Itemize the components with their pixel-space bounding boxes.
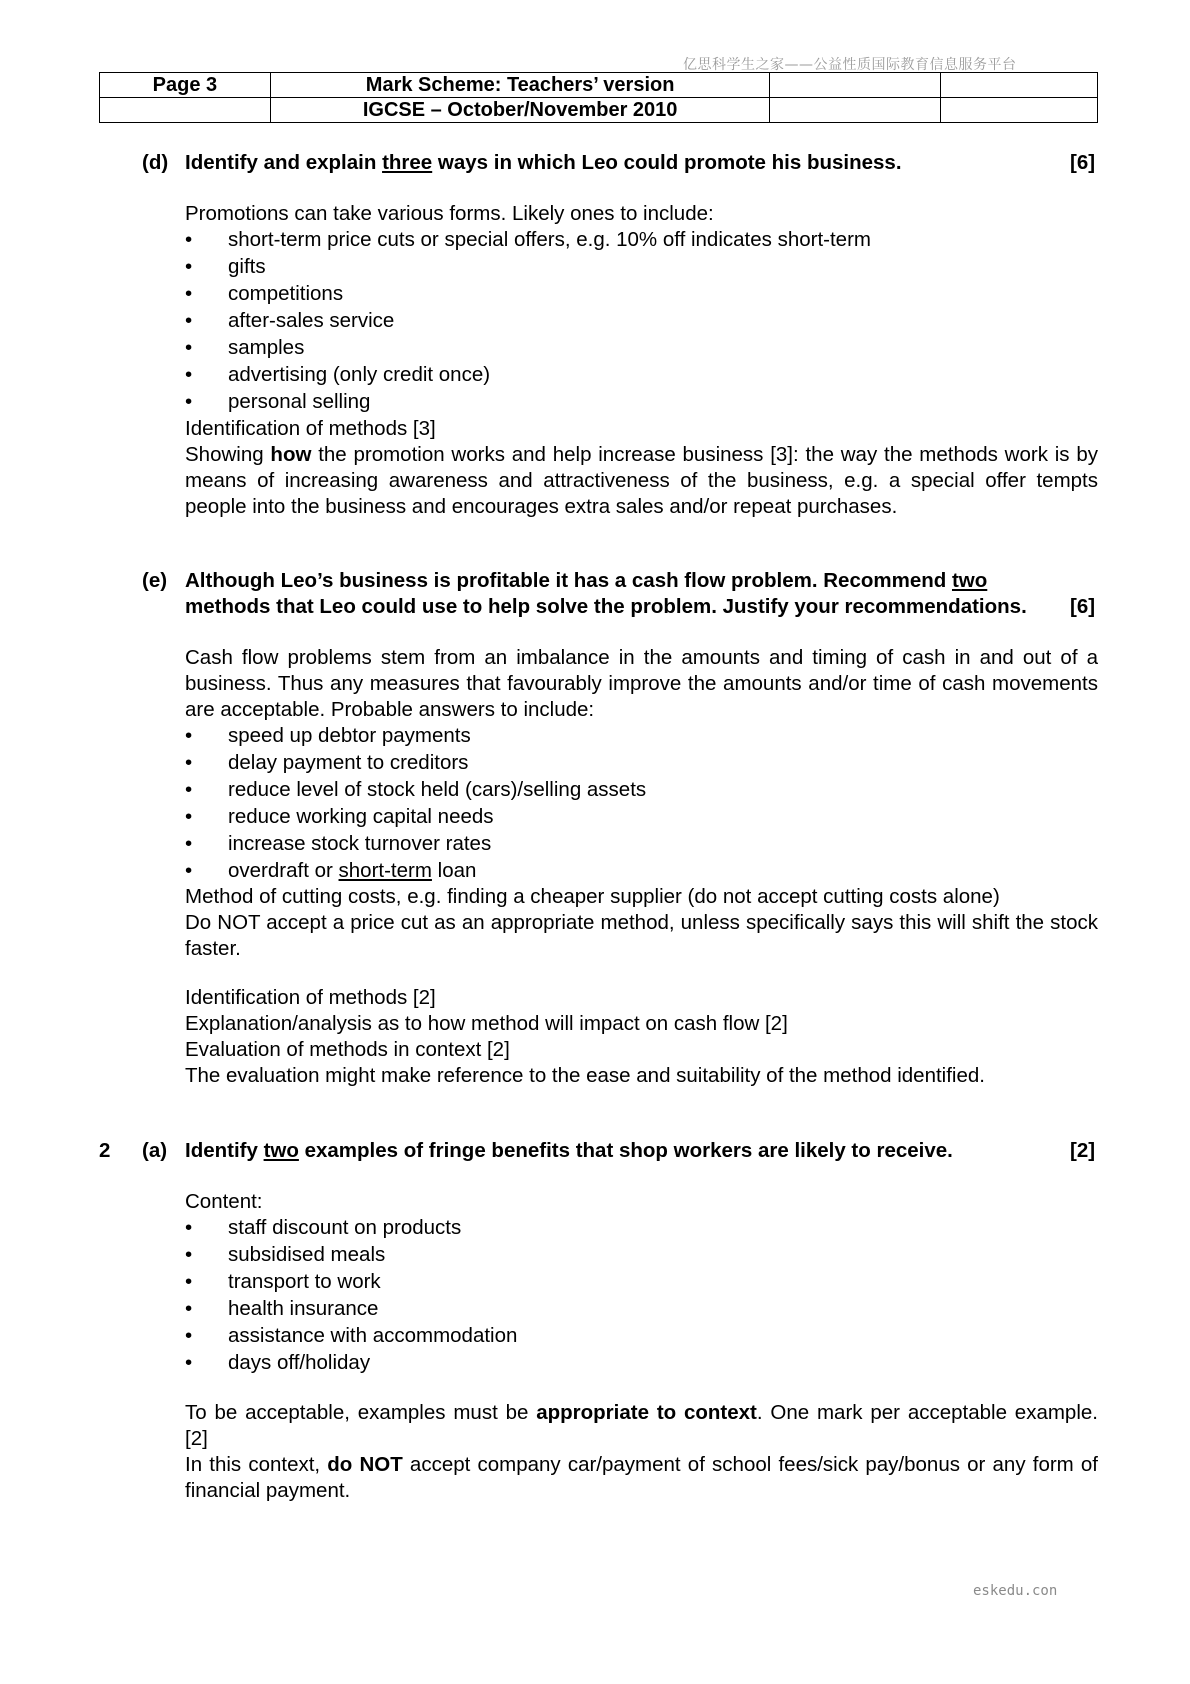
list-item: • personal selling — [185, 390, 371, 413]
question-2a-text: Identify two examples of fringe benefits that shop workers are likely to receive. — [185, 1139, 953, 1162]
header-subtitle: IGCSE – October/November 2010 — [270, 98, 770, 123]
list-item: • after-sales service — [185, 309, 395, 332]
watermark: 亿思科学生之家——公益性质国际教育信息服务平台 — [683, 57, 1017, 73]
list-item: • short-term price cuts or special offers, e.g. 10% off indicates short-term — [185, 228, 871, 251]
list-item: • transport to work — [185, 1270, 381, 1293]
list-item: • reduce level of stock held (cars)/selling assets — [185, 778, 647, 801]
list-item: • days off/holiday — [185, 1351, 371, 1374]
list-item: • advertising (only credit once) — [185, 363, 491, 386]
question-e-intro: Cash flow problems stem from an imbalance in the amounts and timing of cash in and out of a business. Thus any measures that favourably improve the amounts and/or time of cash movements are acceptable. Probable answers to include: — [185, 646, 1098, 721]
list-item: • assistance with accommodation — [185, 1324, 518, 1347]
question-e-identification: Identification of methods [2] — [185, 986, 436, 1009]
list-item: • health insurance — [185, 1297, 379, 1320]
header-empty-cell — [100, 98, 271, 123]
question-2a-context: In this context, do NOT accept company car/payment of school fees/sick pay/bonus or any form of financial payment. — [185, 1453, 1099, 1502]
list-item: • subsidised meals — [185, 1243, 386, 1266]
question-2a-acceptable: To be acceptable, examples must be appropriate to context. One mark per acceptable example. [2] — [185, 1401, 1098, 1450]
header-page: Page 3 — [100, 73, 271, 98]
question-d-intro: Promotions can take various forms. Likely ones to include: — [185, 202, 714, 225]
header-empty-cell — [941, 98, 1098, 123]
question-e-line2: methods that Leo could use to help solve the problem. Justify your recommendations. — [185, 595, 1027, 618]
header-empty-cell — [770, 98, 941, 123]
question-d-label: (d) — [142, 151, 169, 174]
header-title: Mark Scheme: Teachers’ version — [270, 73, 770, 98]
header-empty-cell — [770, 73, 941, 98]
question-d-text: Identify and explain three ways in which Leo could promote his business. — [185, 151, 902, 174]
footer-watermark: eskedu.con — [973, 1583, 1058, 1599]
question-e-marks: [6] — [1070, 595, 1096, 618]
header-empty-cell — [941, 73, 1098, 98]
question-2a-content-label: Content: — [185, 1190, 263, 1213]
list-item: • overdraft or short-term loan — [185, 859, 477, 882]
question-e-bullets — [185, 723, 646, 885]
question-e-not-accept: Do NOT accept a price cut as an appropriate method, unless specifically says this will shift the stock faster. — [185, 911, 1098, 960]
mark-scheme-header-table — [99, 72, 1098, 123]
question-2a-bullets — [185, 1215, 517, 1377]
question-e-line1: Although Leo’s business is profitable it has a cash flow problem. Recommend two — [185, 569, 988, 592]
question-e-evaluation: Evaluation of methods in context [2] — [185, 1038, 510, 1061]
list-item: • samples — [185, 336, 305, 359]
list-item: • competitions — [185, 282, 344, 305]
question-2a-marks: [2] — [1070, 1139, 1096, 1162]
list-item: • delay payment to creditors — [185, 751, 469, 774]
list-item: • speed up debtor payments — [185, 724, 471, 747]
question-e-label: (e) — [142, 569, 168, 592]
question-e-explanation: Explanation/analysis as to how method will impact on cash flow [2] — [185, 1012, 788, 1035]
question-2-number: 2 — [99, 1139, 111, 1162]
question-d-bullets — [185, 227, 871, 416]
list-item: • reduce working capital needs — [185, 805, 494, 828]
question-e-evaluation-note: The evaluation might make reference to the ease and suitability of the method identified. — [185, 1064, 985, 1087]
question-2a-label: (a) — [142, 1139, 168, 1162]
list-item: • staff discount on products — [185, 1216, 462, 1239]
list-item: • increase stock turnover rates — [185, 832, 492, 855]
question-d-marks: [6] — [1070, 151, 1096, 174]
question-d-showing: Showing how the promotion works and help increase business [3]: the way the methods work is by means of increasing awareness and attractiveness of the business, e.g. a special offer tempts people into the business and encourages extra sales and/or repeat purchases. — [185, 443, 1098, 518]
list-item: • gifts — [185, 255, 266, 278]
question-e-method-cut: Method of cutting costs, e.g. finding a cheaper supplier (do not accept cutting costs alone) — [185, 885, 1000, 908]
question-d-identification: Identification of methods [3] — [185, 417, 436, 440]
